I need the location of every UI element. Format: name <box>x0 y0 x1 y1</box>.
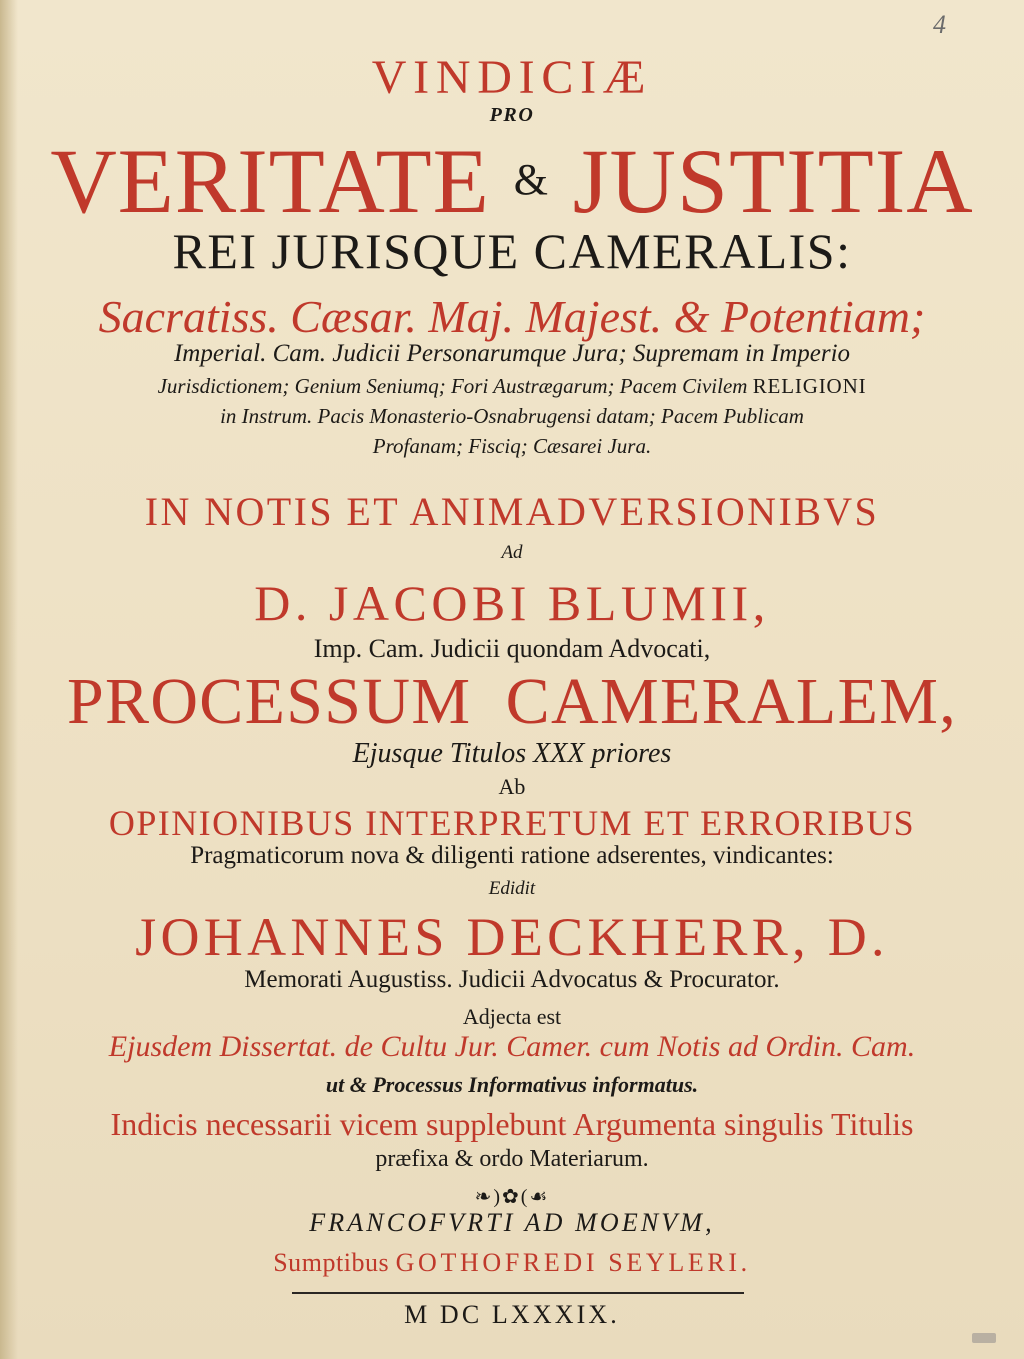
imprint-publisher <box>0 1248 1024 1278</box>
line-religioni: RELIGIONI <box>752 374 867 398</box>
title-rei-jurisque: REI JURISQUE CAMERALIS: <box>172 223 852 279</box>
line-in-notis: IN NOTIS ET ANIMADVERSIONIBVS <box>144 489 880 534</box>
line-profanam: Profanam; Fisciq; Cæsarei Jura. <box>372 434 652 458</box>
title-vindiciae: VINDICIÆ <box>371 51 653 104</box>
line-jurisdictionem <box>0 374 1024 399</box>
line-jacobi-blumii: D. JACOBI BLUMII, <box>254 575 770 631</box>
imprint-year: M DC LXXXIX. <box>404 1300 620 1329</box>
folio-mark: 4 <box>933 10 946 39</box>
line-sacratiss: Sacratiss. Cæsar. Maj. Majest. & Potentiam; <box>98 291 926 342</box>
line-praefixa: præfixa & ordo Materiarum. <box>375 1146 649 1172</box>
line-processus: ut & Processus Informativus informatus. <box>325 1072 699 1097</box>
line-pragmaticorum: Pragmaticorum nova & diligenti ratione adserentes, vindicantes: <box>190 842 834 869</box>
library-stamp <box>972 1333 996 1343</box>
imprint-seyleri: GOTHOFREDI SEYLERI. <box>395 1248 751 1277</box>
line-johannes-deckherr: JOHANNES DECKHERR, D. <box>135 907 889 967</box>
line-ab: Ab <box>498 774 526 799</box>
imprint-rule <box>292 1292 744 1294</box>
printer-ornament: ❧)✿(☙ <box>474 1186 550 1208</box>
line-indicis: Indicis necessarii vicem supplebunt Argumenta singulis Titulis <box>110 1106 914 1142</box>
line-adjecta: Adjecta est <box>462 1004 562 1029</box>
title-ampersand: & <box>513 155 549 204</box>
line-ejusque: Ejusque Titulos XXX priores <box>352 738 672 769</box>
title-veritate: VERITATE <box>50 130 490 232</box>
line-instrum-pacis: in Instrum. Pacis Monasterio-Osnabrugensi datam; Pacem Publicam <box>220 404 804 428</box>
line-memorati: Memorati Augustiss. Judicii Advocatus & Procurator. <box>244 966 780 993</box>
line-ad: Ad <box>501 542 523 563</box>
line-opinionibus: OPINIONIBUS INTERPRETUM ET ERRORIBUS <box>108 803 916 843</box>
imprint-place: FRANCOFVRTI AD MOENVM, <box>309 1208 715 1237</box>
line-processum: PROCESSUM CAMERALEM, <box>66 665 958 738</box>
line-edidit: Edidit <box>488 878 536 899</box>
line-imp-cam: Imp. Cam. Judicii quondam Advocati, <box>313 634 711 663</box>
line-ejusdem: Ejusdem Dissertat. de Cultu Jur. Camer. cum Notis ad Ordin. Cam. <box>108 1030 916 1063</box>
line-jurisdictionem-text: Jurisdictionem; Genium Seniumq; Fori Austrægarum; Pacem Civilem <box>157 374 748 398</box>
title-justitia: JUSTITIA <box>572 130 974 232</box>
title-pro: PRO <box>489 104 535 126</box>
imprint-sumptibus: Sumptibus <box>273 1248 390 1277</box>
title-veritate-justitia <box>0 128 1024 234</box>
line-imperial: Imperial. Cam. Judicii Personarumque Jura; Supremam in Imperio <box>173 340 851 367</box>
